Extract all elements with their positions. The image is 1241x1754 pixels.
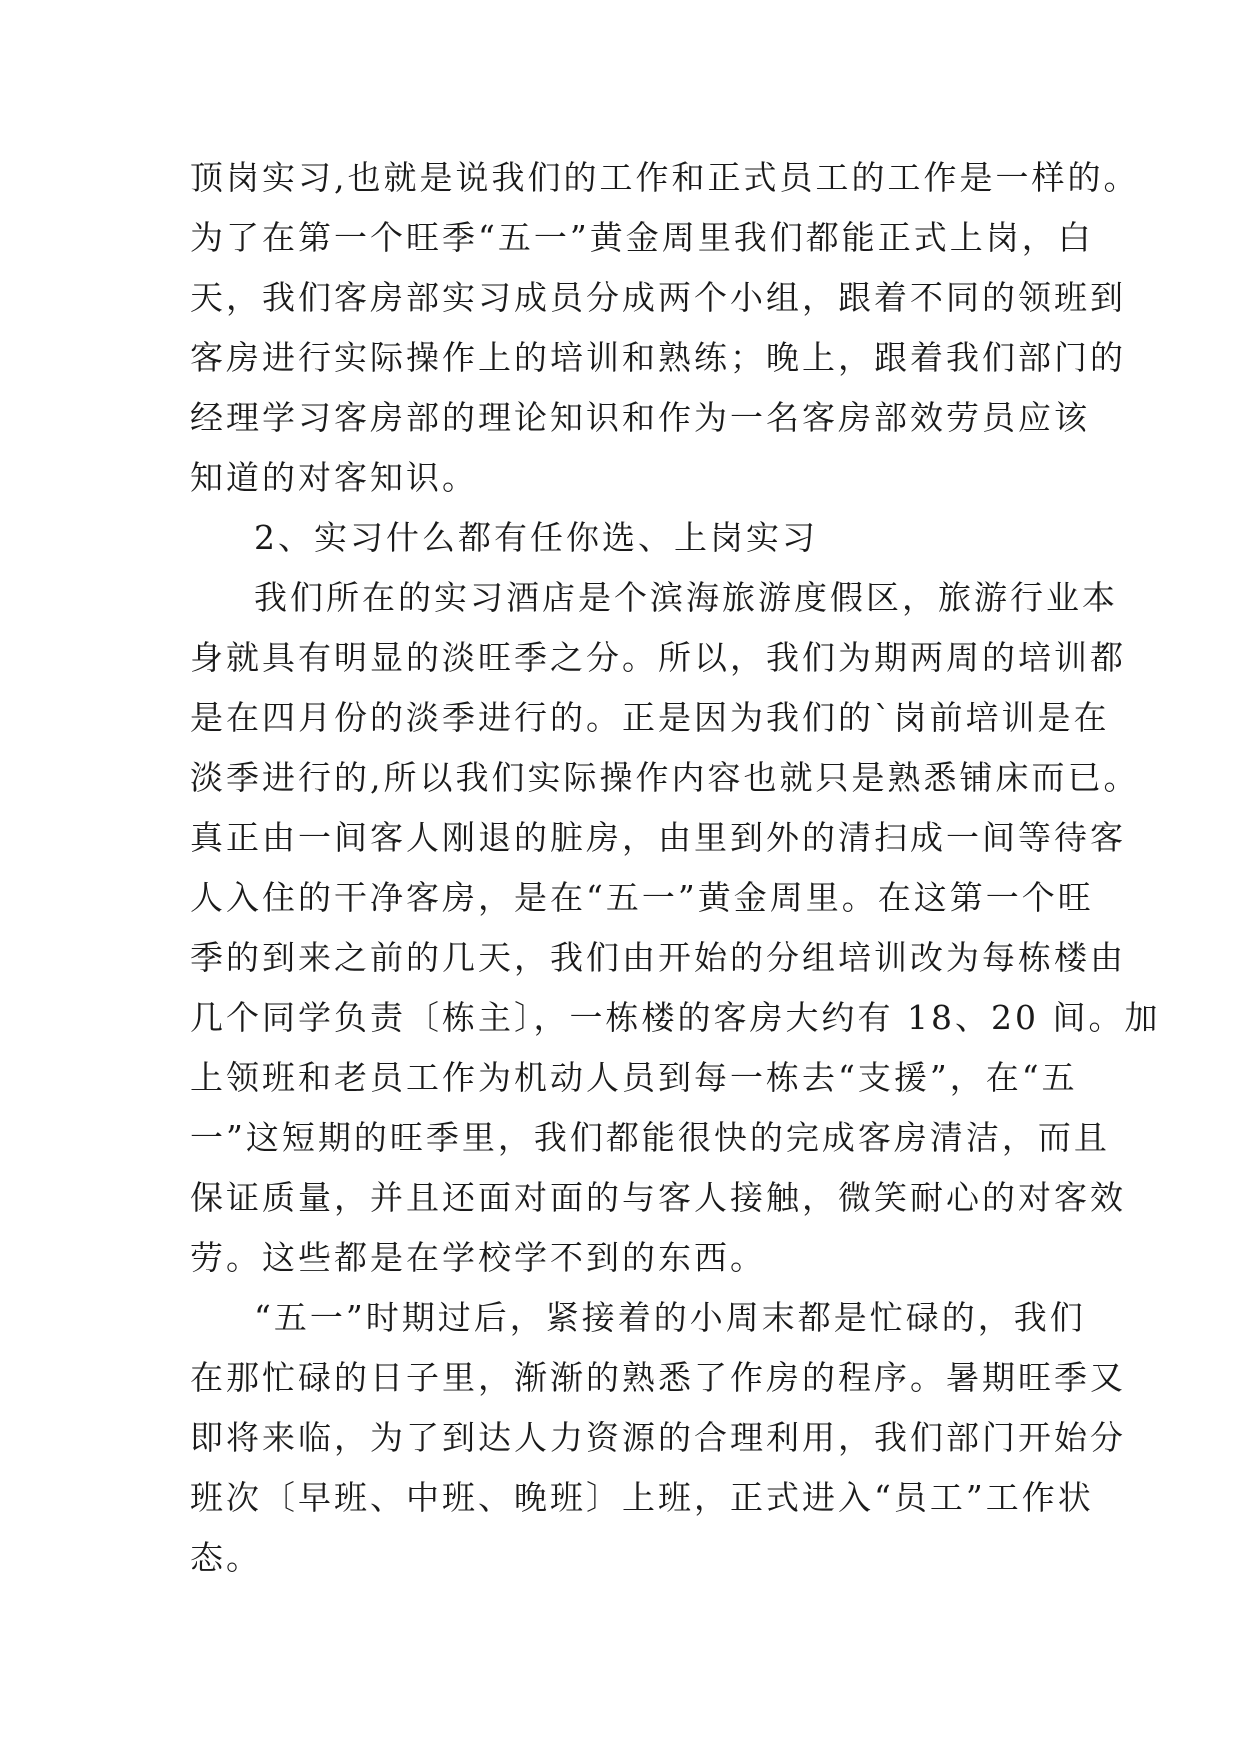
text-line: 上领班和老员工作为机动人员到每一栋去“支援”，在“五: [190, 1058, 1078, 1097]
text-line: 真正由一间客人刚退的脏房，由里到外的清扫成一间等待客: [190, 818, 1126, 857]
text-line: 经理学习客房部的理论知识和作为一名客房部效劳员应该: [190, 398, 1090, 437]
text-line: 身就具有明显的淡旺季之分。所以，我们为期两周的培训都: [190, 638, 1126, 677]
text-line: 2、实习什么都有任你选、上岗实习: [254, 518, 818, 557]
text-line: 是在四月份的淡季进行的。正是因为我们的`岗前培训是在: [190, 698, 1110, 737]
text-line: “五一”时期过后，紧接着的小周末都是忙碌的，我们: [254, 1298, 1086, 1337]
text-line: 班次〔早班、中班、晚班〕上班，正式进入“员工”工作状: [190, 1478, 1094, 1517]
text-line: 淡季进行的,所以我们实际操作内容也就只是熟悉铺床而已。: [190, 758, 1140, 797]
text-line: 天，我们客房部实习成员分成两个小组，跟着不同的领班到: [190, 278, 1126, 317]
text-line: 知道的对客知识。: [190, 458, 478, 497]
text-line: 人入住的干净客房，是在“五一”黄金周里。在这第一个旺: [190, 878, 1094, 917]
text-line: 客房进行实际操作上的培训和熟练；晚上，跟着我们部门的: [190, 338, 1126, 377]
text-line: 即将来临，为了到达人力资源的合理利用，我们部门开始分: [190, 1418, 1126, 1457]
text-line: 态。: [190, 1538, 262, 1577]
document-body: [190, 148, 1161, 1588]
text-line: 劳。这些都是在学校学不到的东西。: [190, 1238, 766, 1277]
text-line: 我们所在的实习酒店是个滨海旅游度假区，旅游行业本: [254, 578, 1118, 617]
text-line: 季的到来之前的几天，我们由开始的分组培训改为每栋楼由: [190, 938, 1126, 977]
text-line: 几个同学负责〔栋主〕，一栋楼的客房大约有 18、20 间。加: [190, 998, 1161, 1037]
text-line: 保证质量，并且还面对面的与客人接触，微笑耐心的对客效: [190, 1178, 1126, 1217]
text-line: 为了在第一个旺季“五一”黄金周里我们都能正式上岗，白: [190, 218, 1094, 257]
text-line: 在那忙碌的日子里，渐渐的熟悉了作房的程序。暑期旺季又: [190, 1358, 1126, 1397]
text-line: 顶岗实习,也就是说我们的工作和正式员工的工作是一样的。: [190, 158, 1140, 197]
text-line: 一”这短期的旺季里，我们都能很快的完成客房清洁，而且: [190, 1118, 1110, 1157]
